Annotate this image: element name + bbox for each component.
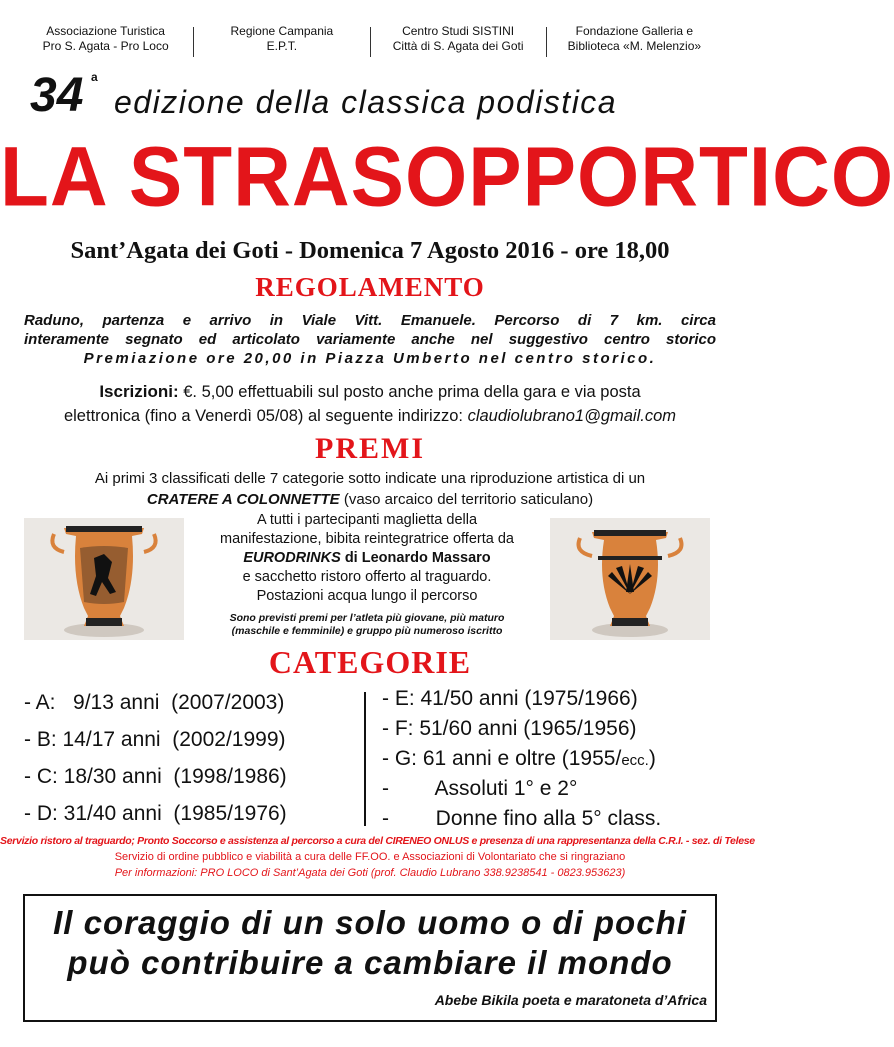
info-line: manifestazione, bibita reintegratrice offerta da — [220, 531, 514, 547]
rule-line: Raduno, partenza e arrivo in Viale Vitt. Emanuele. Percorso di 7 km. circa — [24, 312, 716, 329]
iscrizioni-text: €. 5,00 effettuabili sul posto anche prima della gara e via posta — [178, 383, 641, 401]
edition-line — [30, 68, 720, 124]
footer-order: Servizio di ordine pubblico e viabilità a cura delle FF.OO. e Associazioni di Volontariato che si ringraziano — [114, 851, 626, 863]
rule-line: Premiazione ore 20,00 in Piazza Umberto nel centro storico. — [83, 350, 657, 367]
info-line: A tutti i partecipanti maglietta della — [256, 512, 478, 528]
iscrizioni-label: Iscrizioni: — [99, 382, 179, 401]
info-line: Postazioni acqua lungo il percorso — [256, 588, 478, 604]
org-line: Regione Campania — [230, 24, 334, 38]
category-item: - F: 51/60 anni (1965/1956) — [382, 717, 637, 740]
note-line: (maschile e femminile) e gruppo più numeroso iscritto — [231, 625, 503, 637]
regolamento-heading: REGOLAMENTO — [255, 272, 485, 302]
org-regione — [194, 24, 369, 60]
category-text: - G: 61 anni e oltre (1955/ — [382, 747, 622, 770]
iscrizioni — [0, 380, 740, 428]
org-fondazione — [547, 24, 722, 60]
iscrizioni-text: elettronica (fino a Venerdì 05/08) al seguente indirizzo: — [63, 407, 468, 425]
footer-contacts: Per informazioni: PRO LOCO di Sant’Agata dei Goti (prof. Claudio Lubrano 338.9238541 - 0823.953623) — [114, 867, 626, 879]
regolamento-text — [24, 311, 716, 368]
org-line: Città di S. Agata dei Goti — [392, 39, 524, 53]
category-item: - E: 41/50 anni (1975/1966) — [382, 687, 638, 710]
event-title: LA STRASOPPORTICO — [0, 129, 894, 224]
quote-author: Abebe Bikila poeta e maratoneta d’Africa — [434, 992, 707, 1008]
org-line: Associazione Turistica — [46, 24, 165, 38]
partecipanti-info — [185, 511, 549, 638]
quote-line: Il coraggio di un solo uomo o di pochi — [53, 904, 687, 941]
premi-heading: PREMI — [315, 432, 425, 465]
org-line: Biblioteca «M. Melenzio» — [567, 39, 702, 53]
quote-box — [23, 894, 717, 1022]
org-line: E.P.T. — [266, 39, 298, 53]
category-item: - Assoluti 1° e 2° — [382, 777, 578, 800]
premi-text — [0, 468, 740, 510]
org-line: Pro S. Agata - Pro Loco — [42, 39, 169, 53]
edition-superscript: a — [91, 70, 98, 84]
note-line: Sono previsti premi per l’atleta più giovane, più maturo — [229, 612, 505, 624]
category-item: - Donne fino alla 5° class. — [382, 807, 662, 830]
categories-left-column — [24, 684, 364, 832]
edition-number: 34 — [30, 69, 84, 122]
premi-line: (vaso arcaico del territorio saticulano) — [339, 491, 594, 508]
sponsor-person: di Leonardo Massaro — [340, 550, 491, 566]
vase-image — [24, 518, 184, 640]
info-line: e sacchetto ristoro offerto al traguardo. — [242, 569, 492, 585]
vase-image — [550, 518, 710, 640]
category-item: - C: 18/30 anni (1998/1986) — [24, 765, 287, 788]
cratere-name: CRATERE A COLONNETTE — [146, 491, 340, 508]
special-prizes-note — [185, 612, 549, 638]
footer-info — [0, 833, 755, 881]
category-text: ) — [648, 747, 656, 770]
event-dateline: Sant’Agata dei Goti - Domenica 7 Agosto 2016 - ore 18,00 — [70, 237, 670, 264]
ecc-text: ecc. — [621, 752, 649, 769]
org-line: Centro Studi SISTINI — [402, 24, 515, 38]
categories-right-column — [382, 684, 727, 834]
edition-text: edizione della classica podistica — [114, 84, 618, 120]
org-line: Fondazione Galleria e — [575, 24, 694, 38]
rule-line: interamente segnato ed articolato variamente anche nel suggestivo centro storico — [24, 331, 716, 348]
categorie-heading: CATEGORIE — [268, 644, 472, 680]
vase-photo-left — [24, 518, 184, 640]
org-centro-studi — [371, 24, 546, 60]
column-divider — [364, 692, 366, 826]
org-pro-loco — [18, 24, 193, 60]
category-item: - A: 9/13 anni (2007/2003) — [24, 691, 285, 714]
quote-line: può contribuire a cambiare il mondo — [67, 944, 673, 981]
footer-services: Servizio ristoro al traguardo; Pronto Soccorso e assistenza al percorso a cura del CIRENEO ONLUS e presenza di una rappresentanza della C.R.I. - sez. di Telese — [0, 835, 755, 847]
vase-photo-right — [550, 518, 710, 640]
category-item: - D: 31/40 anni (1985/1976) — [24, 802, 287, 825]
category-item: - B: 14/17 anni (2002/1999) — [24, 728, 286, 751]
email-address: claudiolubrano1@gmail.com — [467, 407, 677, 425]
organizers-header — [18, 24, 722, 60]
category-item — [382, 744, 727, 774]
sponsor-name: EURODRINKS — [243, 550, 341, 566]
premi-line: Ai primi 3 classificati delle 7 categorie sotto indicate una riproduzione artistica di un — [94, 470, 646, 487]
